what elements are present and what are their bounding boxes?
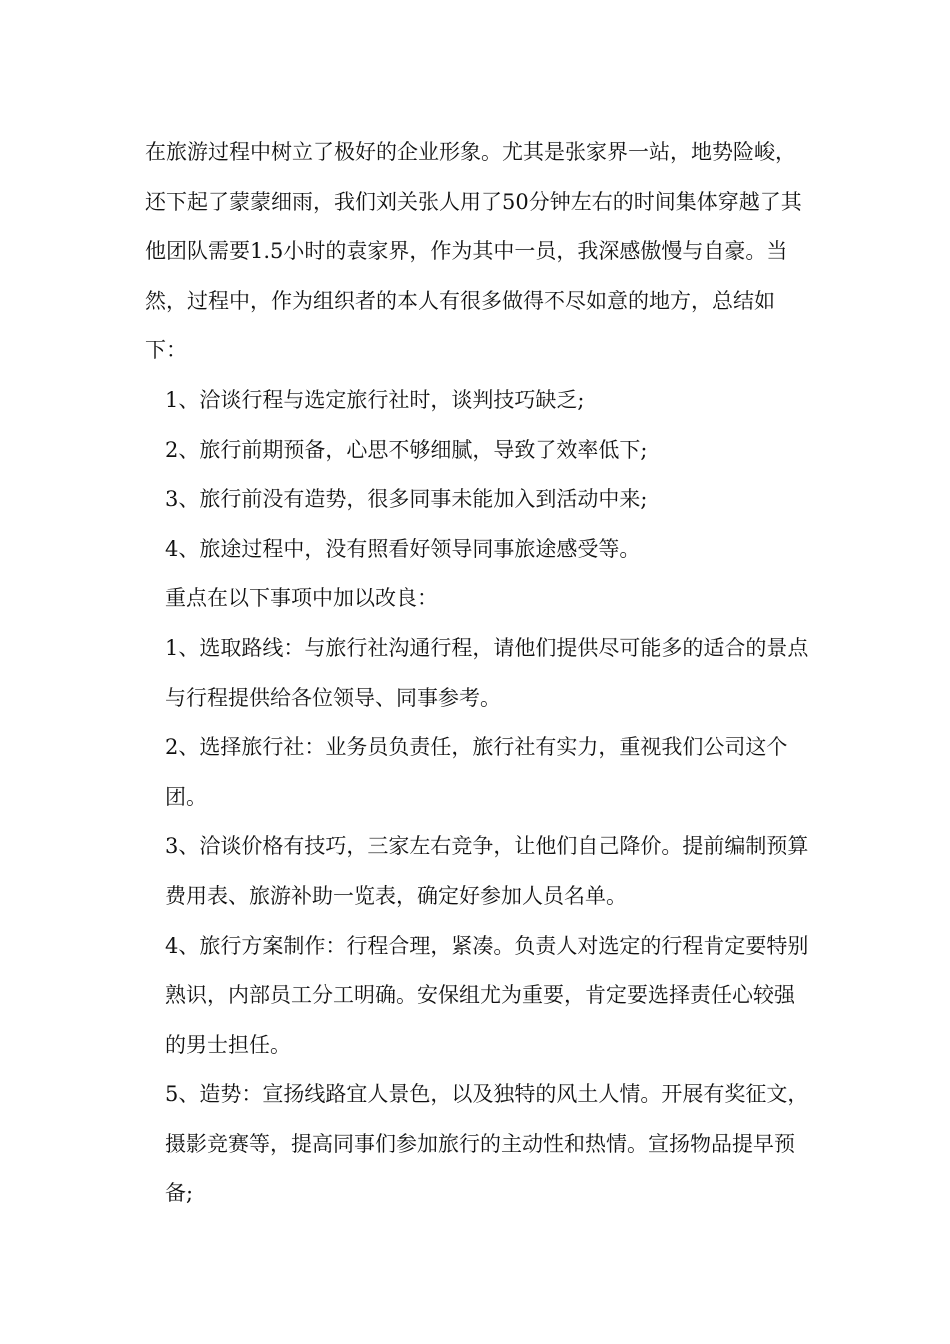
list-item-shortcoming-1: 1、洽谈行程与选定旅行社时，谈判技巧缺乏;	[165, 387, 585, 412]
list-item-improvement-5: 5、造势：宣扬线路宜人景色，以及独特的风土人情。开展有奖征文，摄影竞赛等，提高同事们参加旅行的主动性和热情。宣扬物品提早预备;	[165, 1082, 809, 1206]
list-item-shortcoming-4: 4、旅途过程中，没有照看好领导同事旅途感受等。	[165, 536, 641, 561]
paragraph-improvement-heading: 重点在以下事项中加以改良：	[165, 586, 438, 611]
list-item-improvement-4: 4、旅行方案制作：行程合理，紧凑。负责人对选定的行程肯定要特别熟识，内部员工分工明确。安保组尤为重要，肯定要选择责任心较强的男士担任。	[165, 933, 809, 1057]
paragraph-intro: 在旅游过程中树立了极好的企业形象。尤其是张家界一站，地势险峻，还下起了蒙蒙细雨，我们刘关张人用了50分钟左右的时间集体穿越了其他团队需要1.5小时的袁家界，作为其中一员，我深感傲慢与自豪。当然，过程中，作为组织者的本人有很多做得不尽如意的地方，总结如下：	[145, 140, 802, 363]
list-item-shortcoming-3: 3、旅行前没有造势，很多同事未能加入到活动中来;	[165, 487, 648, 512]
list-item-improvement-2: 2、选择旅行社：业务员负责任，旅行社有实力，重视我们公司这个团。	[165, 735, 788, 809]
list-item-improvement-1: 1、选取路线：与旅行社沟通行程，请他们提供尽可能多的适合的景点与行程提供给各位领导、同事参考。	[165, 635, 809, 710]
list-item-shortcoming-2: 2、旅行前期预备，心思不够细腻，导致了效率低下;	[165, 437, 648, 462]
document-body	[145, 128, 810, 1219]
list-item-improvement-3: 3、洽谈价格有技巧，三家左右竞争，让他们自己降价。提前编制预算费用表、旅游补助一览表，确定好参加人员名单。	[165, 834, 809, 908]
